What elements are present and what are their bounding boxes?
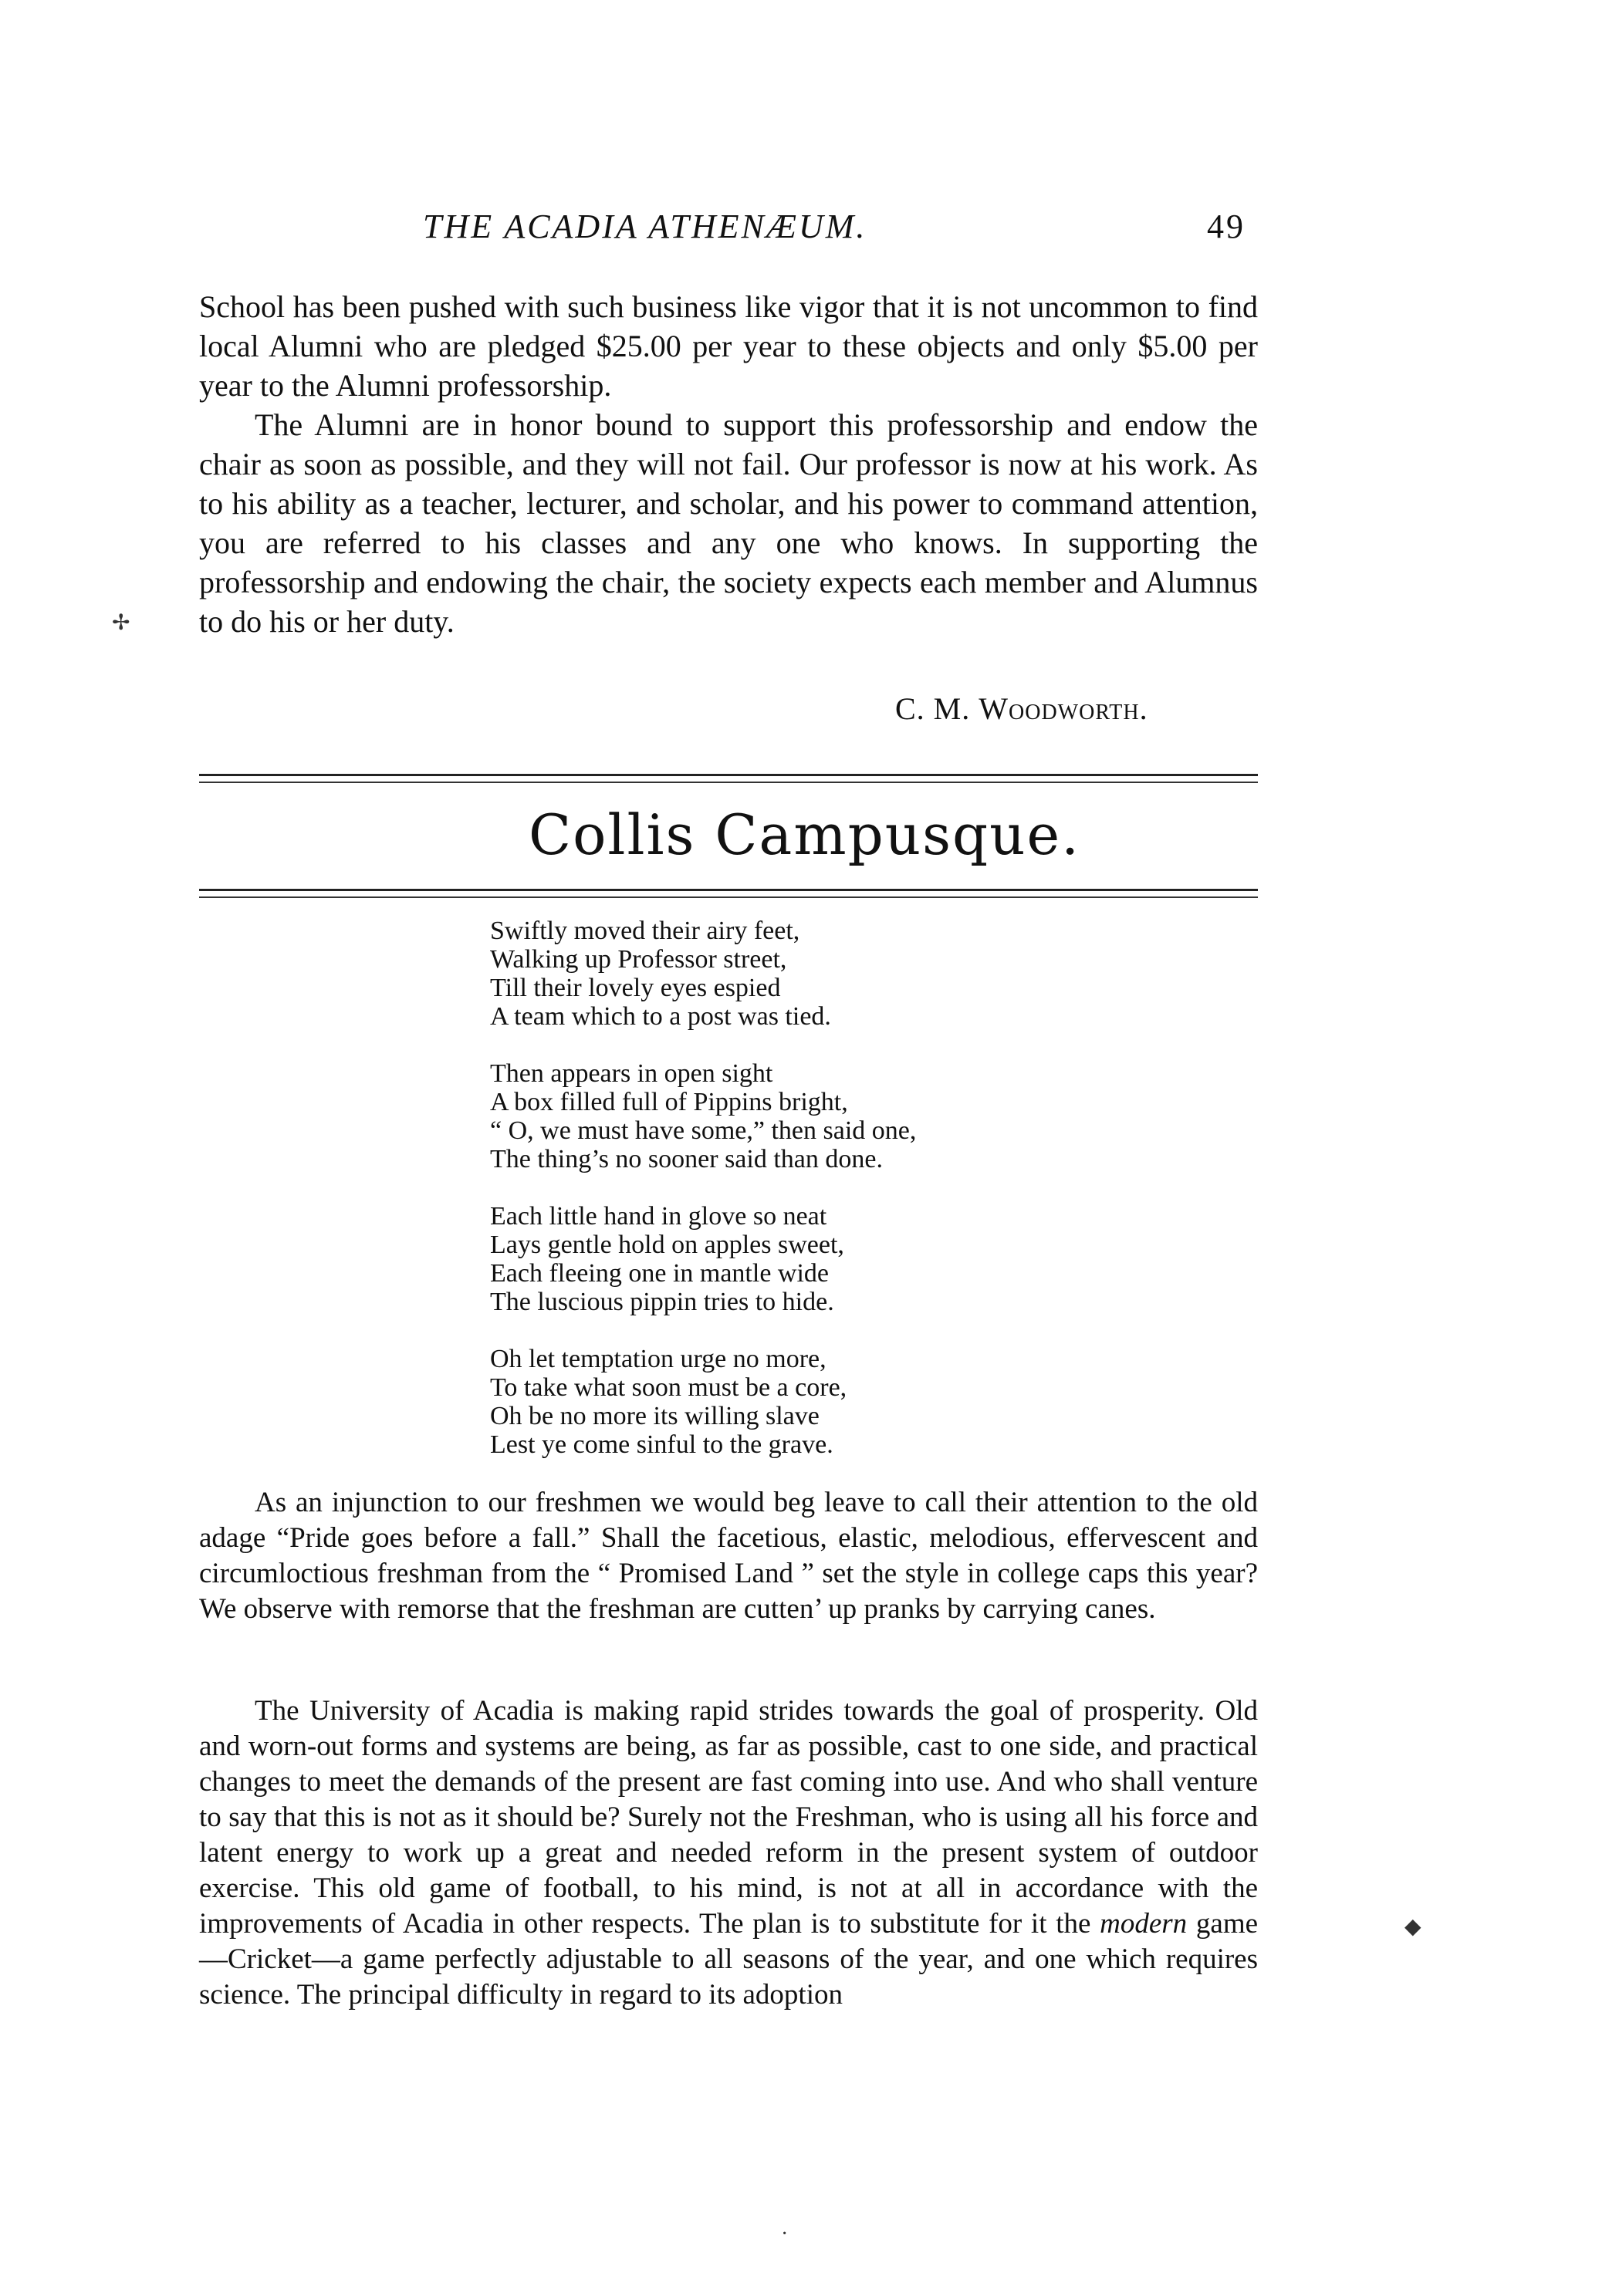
stanza-4 [490,1345,1262,1459]
journal-title: THE ACADIA ATHENÆUM. [423,208,867,245]
section-title: Collis Campusque. [528,802,1080,867]
margin-mark-icon: ◆ [1404,1915,1421,1939]
intro-paragraph-1: School has been pushed with such business like vigor that it is not uncommon to find local Alumni who are pledged $25.00 per year to these objects and only $5.00 per year to the Alumni professorship. [199,289,1258,403]
poem-line: Each little hand in glove so neat [490,1202,827,1231]
poem-line: Each fleeing one in mantle wide [490,1259,829,1288]
poem-line: The luscious pippin tries to hide. [490,1288,834,1316]
stanza-1 [490,917,1262,1031]
freshmen-paragraph: As an injunction to our freshmen we would beg leave to call their attention to the old adage “Pride goes before a fall.” Shall the facetious, elastic, melodious, effervescent and circumloctious freshman from the “ Promised Land ” set the style in college caps this year? We observe with remorse that the freshman are cutten’ up pranks by carrying canes. [199,1487,1258,1625]
poem-line: Till their lovely eyes espied [490,974,781,1002]
signature [895,690,1148,727]
poem-line: Oh let temptation urge no more, [490,1345,826,1373]
poem-line: To take what soon must be a core, [490,1373,847,1402]
signature-initials: C. M. [895,691,971,726]
university-text-end: game—Cricket—a game perfectly adjustable to all seasons of the year, and one which requires science. The principal difficulty in regard to its adoption [199,1908,1259,2011]
poem-line: Oh be no more its willing slave [490,1402,820,1430]
poem-line: The thing’s no sooner said than done. [490,1145,883,1173]
divider-bottom-2 [199,896,1258,898]
university-text-start: The University of Acadia is making rapid strides towards the goal of prosperity. Old and worn-out forms and systems are being, as far as possible, cast to one side, and practical changes to meet the demands of the present are fast coming into use. And who shall venture to say that this is not as it should be? Surely not the Freshman, who is using all his force and latent energy to work up a great and needed reform in the present system of outdoor exercise. This old game of football, to his mind, is not at all in accordance with the improvements of Acadia in other respects. The plan is to substitute for it the [199,1695,1258,1940]
poem-line: Lays gentle hold on apples sweet, [490,1231,844,1259]
divider-bottom-1 [199,889,1258,891]
poem-line: A team which to a post was tied. [490,1002,831,1031]
intro-text [199,287,1258,641]
stanza-3 [490,1202,1262,1316]
stanza-2 [490,1059,1262,1173]
university-article [199,1693,1258,2013]
divider-top-1 [199,774,1258,776]
poem-line: Walking up Professor street, [490,945,787,974]
divider-top-2 [199,782,1258,783]
print-mark-icon: · [781,2222,789,2246]
poem-line: Lest ye come sinful to the grave. [490,1430,833,1459]
emphasis-modern: modern [1100,1908,1188,1940]
poem-line: Then appears in open sight [490,1059,773,1088]
poem-line: Swiftly moved their airy feet, [490,917,800,945]
signature-name: Woodworth. [979,691,1148,726]
poem [490,917,1262,1487]
intro-paragraph-2: The Alumni are in honor bound to support this professorship and endow the chair as soon as possible, and they will not fail. Our professor is now at his work. As to his ability as a teacher, lecturer, and scholar, and his power to command attention, you are referred to his classes and any one who knows. In supporting the professorship and endowing the chair, the society expects each member and Alumnus to do his or her duty. [199,407,1258,639]
margin-mark-icon: ✢ [112,611,130,635]
freshmen-article [199,1485,1258,1627]
page-number: 49 [1207,208,1246,245]
university-paragraph [199,1693,1258,2013]
poem-line: “ O, we must have some,” then said one, [490,1116,917,1145]
poem-line: A box filled full of Pippins bright, [490,1088,848,1116]
